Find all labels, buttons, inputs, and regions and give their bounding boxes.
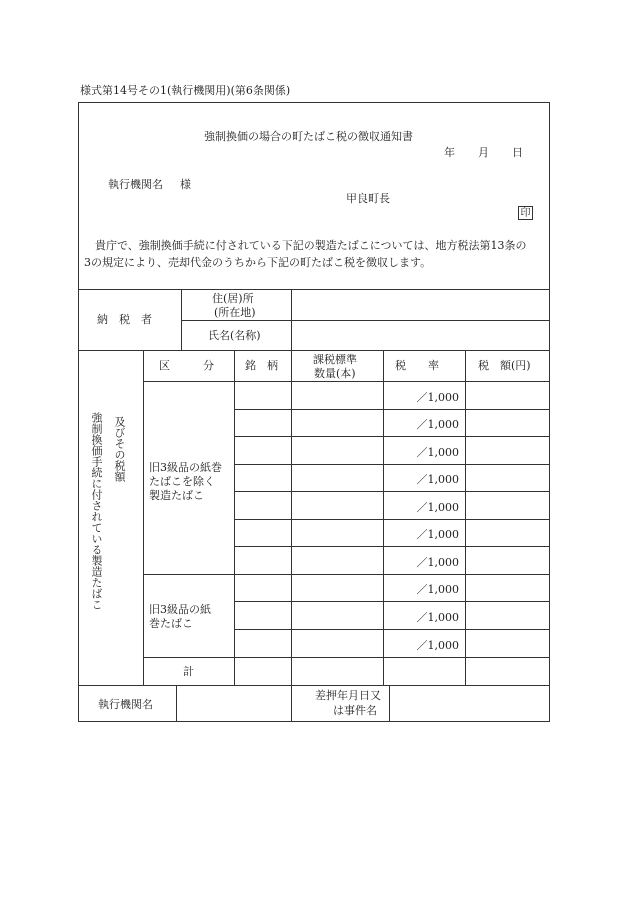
header-category: 区 分 <box>159 359 214 372</box>
taxpayer-label: 納 税 者 <box>97 313 152 326</box>
header-brand: 銘 柄 <box>245 359 278 372</box>
name-label: 氏名(名称) <box>208 329 261 342</box>
rate-cell: ／1,000 <box>416 501 459 514</box>
address-label: 住(居)所 <box>212 292 254 305</box>
header-quantity: 課税標準 <box>313 353 357 366</box>
rate-cell: ／1,000 <box>416 611 459 624</box>
header-rate: 税 率 <box>395 359 439 372</box>
notice-body <box>84 237 546 271</box>
form-code: 様式第14号その1(執行機関用)(第6条関係) <box>80 84 291 97</box>
seizure-date-label: 差押年月日又 <box>315 689 381 702</box>
seal-stamp: 印 <box>518 206 533 220</box>
rate-cell: ／1,000 <box>416 556 459 569</box>
case-name-label: は事件名 <box>333 704 377 717</box>
rate-cell: ／1,000 <box>416 639 459 652</box>
rate-cell: ／1,000 <box>416 473 459 486</box>
header-quantity-unit: 数量(本) <box>314 367 356 380</box>
issuer: 甲良町長 <box>346 192 390 205</box>
notice-title: 強制換価の場合の町たばこ税の徴収通知書 <box>204 130 413 143</box>
footer-agency-label: 執行機関名 <box>98 698 153 711</box>
goods-side-sublabel: 及びその税額 <box>113 416 126 482</box>
header-amount: 税 額(円) <box>478 359 531 372</box>
date-month: 月 <box>478 146 489 159</box>
total-label: 計 <box>183 665 194 678</box>
location-label: (所在地) <box>214 306 256 319</box>
group2-label-2: 巻たばこ <box>149 617 193 630</box>
rate-cell: ／1,000 <box>416 418 459 431</box>
rate-cell: ／1,000 <box>416 528 459 541</box>
goods-side-label: 強制換価手続に付されている製造たばこ <box>90 412 103 610</box>
addressee: 執行機関名 <box>108 178 163 191</box>
date-day: 日 <box>512 146 523 159</box>
date-year: 年 <box>444 146 455 159</box>
rate-cell: ／1,000 <box>416 583 459 596</box>
honorific: 様 <box>180 178 191 191</box>
group1-label-1: 旧3級品の紙巻 <box>149 461 222 474</box>
group1-label-2: たばこを除く <box>149 475 215 488</box>
body-line-1: 貴庁で、強制換価手続に付されている下記の製造たばこについては、地方税法第13条の <box>95 239 527 252</box>
group1-label-3: 製造たばこ <box>149 489 204 502</box>
body-line-2: 3の規定により、売却代金のうちから下記の町たばこ税を徴収します。 <box>84 256 432 269</box>
rate-cell: ／1,000 <box>416 446 459 459</box>
group2-label-1: 旧3級品の紙 <box>149 603 211 616</box>
rate-cell: ／1,000 <box>416 391 459 404</box>
